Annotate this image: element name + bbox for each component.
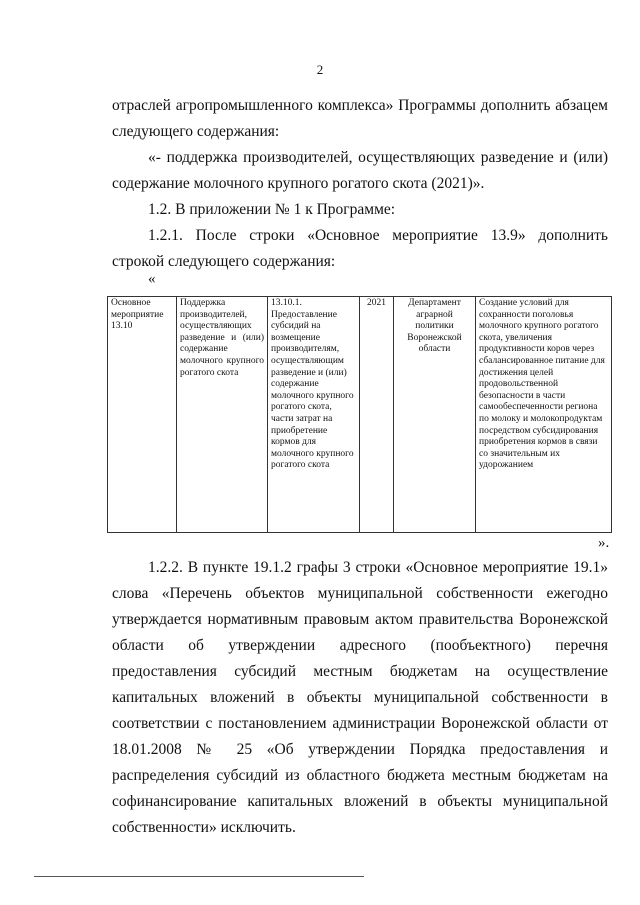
cell-year: 2021 xyxy=(360,297,394,533)
cell-event-name: Поддержка производителей, осуществляющих разведение и (или) содержание молочного крупного рогатого скота xyxy=(177,297,268,533)
cell-measure: 13.10.1. Предоставление субсидий на возмещение производителям, осуществляющим разведение и (или) содержание молочного крупного рогатого скота, части затрат на приобретение кормов для молочного крупного рогатого скота xyxy=(268,297,360,533)
inserted-row-table xyxy=(107,296,612,533)
quote-open-mark: « xyxy=(148,271,156,287)
cell-executor: Департамент аграрной политики Воронежской области xyxy=(394,297,476,533)
paragraph-appendix: 1.2. В приложении № 1 к Программе: xyxy=(148,201,396,218)
paragraph-new-item: «- поддержка производителей, осуществляющих разведение и (или) содержание молочного крупного рогатого скота (2021)». xyxy=(112,149,608,192)
paragraph-insert-row: 1.2.1. После строки «Основное мероприятие 13.9» дополнить строкой следующего содержания: xyxy=(112,227,608,270)
page-number: 2 xyxy=(316,62,324,77)
table-row xyxy=(108,297,612,533)
paragraph-amend-intro: отраслей агропромышленного комплекса» Программы дополнить абзацем следующего содержания: xyxy=(112,97,608,140)
paragraph-exclusion: 1.2.2. В пункте 19.1.2 графы 3 строки «Основное мероприятие 19.1» слова «Перечень объектов муниципальной собственности ежегодно утверждается нормативным правовым актом правительства Воронежской области об утверждении адресного (пообъектного) перечня предоставления субсидий местным бюджетам на осуществление капитальных вложений в объекты муниципальной собственности в соответствии с постановлением администрации Воронежской области от 18.01.2008 № 25 «Об утверждении Порядка предоставления и распределения субсидий из областного бюджета местным бюджетам на софинансирование капитальных вложений в объекты муниципальной собственности» исключить. xyxy=(112,559,608,836)
cell-goal: Создание условий для сохранности поголовья молочного крупного рогатого скота, увеличения продуктивности коров через сбалансированное питание для достижения целей продовольственной безопасности в части самообеспеченности региона по молоку и молокопродуктам посредством субсидирования приобретения кормов в связи со значительным их удорожанием xyxy=(476,297,612,533)
cell-event-number: Основное мероприятие 13.10 xyxy=(108,297,177,533)
quote-close-mark: ». xyxy=(598,535,610,551)
footer-rule xyxy=(34,876,364,877)
